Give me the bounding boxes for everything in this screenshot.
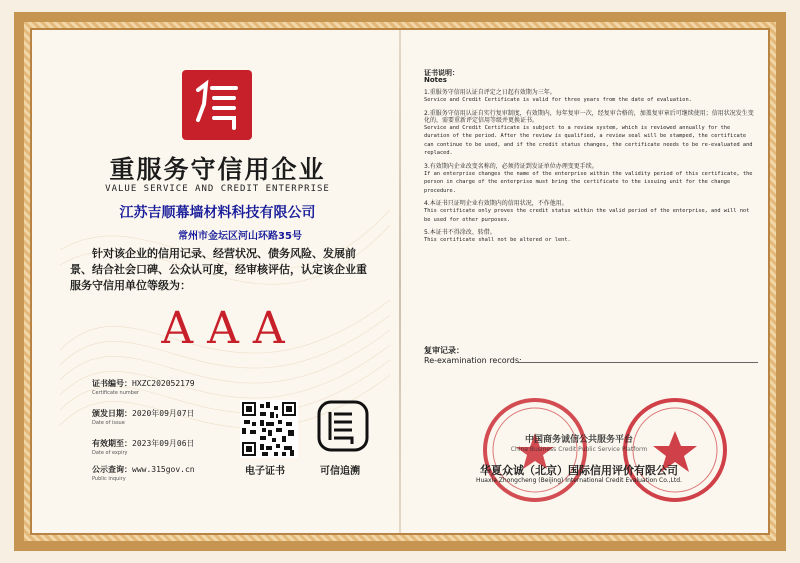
notes-heading: 证书说明： Notes — [424, 69, 459, 84]
company-name: 江苏吉顺幕墙材料科技有限公司 — [119, 205, 316, 221]
trace-caption: 可信追溯 — [320, 466, 360, 477]
certificate-title-en: VALUE SERVICE AND CREDIT ENTERPRISE — [105, 184, 330, 194]
qr-caption: 电子证书 — [245, 466, 285, 477]
center-fold — [399, 30, 401, 533]
company-address: 常州市金坛区河山环路35号 — [178, 231, 302, 242]
re-examination-records: 复审记录： Re-examination records: — [424, 345, 522, 365]
credit-grade: AAA — [161, 303, 299, 354]
public-inquiry: 公示查询：www.315gov.cn Public inquiry — [92, 465, 195, 482]
issue-date: 颁发日期：2020年09月07日 Date of issue — [92, 409, 195, 426]
certificate-title: 重服务守信用企业 — [109, 155, 326, 184]
qr-code-icon[interactable] — [240, 400, 298, 458]
note-5: 5.本证书不得涂改、转借。 This certificate shall not be altered or lent. — [424, 229, 571, 243]
note-1: 1.重服务守信用认证自评定之日起有效期为三年。 Service and Credit Certificate is valid for three years from the date of evaluation. — [424, 89, 692, 103]
certificate-number: 证书编号：HXZC202052179 Certificate number — [92, 379, 195, 396]
certificate-notes — [424, 70, 754, 250]
issuer-name: 华夏众诚（北京）国际信用评价有限公司 — [480, 464, 678, 477]
trace-icon[interactable] — [317, 400, 369, 452]
inquiry-link[interactable]: www.315gov.cn — [132, 465, 195, 474]
re-examination-line — [518, 362, 758, 363]
evaluation-description: 针对该企业的信用记录、经营状况、债务风险、发展前景、结合社会口碑、公众认可度，经审核评估，认定该企业重服务守信用单位等级为： — [70, 247, 367, 292]
seal-text: 中国商务诚信公共服务平台 — [524, 435, 633, 445]
expiry-date: 有效期至：2023年09月06日 Date of expiry — [92, 439, 195, 456]
note-3: 3.有效期内企业改变名称的，必须持证到发证单位办理变更手续。 If an enterprise changes the name of the enterprise within the validity period of this certificate, the person in charge of the enterprise must bring the certificate to the issuing unit for the change procedure. — [424, 162, 753, 194]
credit-logo-icon — [182, 70, 252, 140]
seal-text-en: China Business Credit Public Service Platform — [510, 446, 648, 453]
issuer-name-en: Huaxia Zhongcheng (Beijing) International Credit Evaluation Co.,Ltd. — [475, 477, 682, 484]
note-2: 2.重服务守信用认证自实行复审制度，有效期内，每年复审一次，经复审合格的，加盖复审章后可继续使用；信用状况发生变化的，需要重新评定信用等级并更换证书。 Service and Credit Certificate is subject to a review system, which is reviewed annually for the duration of the period. After the review is qualified, a review seal will be stamped, the certificate can continue to be used, and if the credit status changes, the certificate needs to be re-evaluated and replaced. — [424, 109, 754, 156]
note-4: 4.本证书只证明企业有效期内的信用状况，不作他用。 This certificate only proves the credit status within the valid period of the enterprise, and will not be used for other purposes. — [424, 200, 750, 223]
